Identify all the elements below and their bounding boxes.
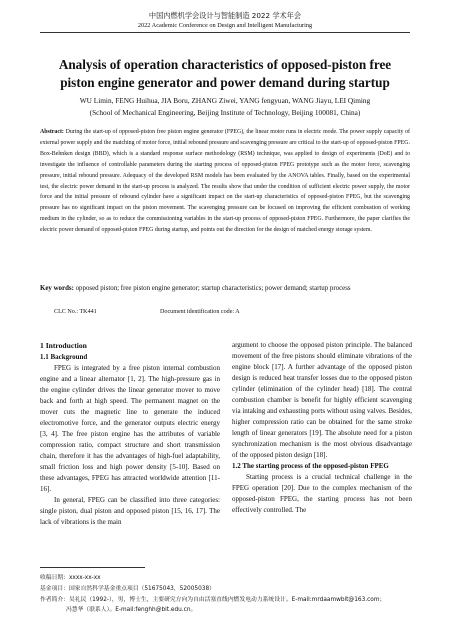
keywords-text: opposed piston; free piston engine generator; startup characteristics; power demand; startup process: [75, 285, 351, 292]
running-header-en: 2022 Academic Conference on Design and Intelligent Manufacturing: [137, 22, 313, 29]
footnote-corresponding-author: 冯慧华（联系人）。E-mail:fenghh@bit.edu.cn。: [66, 607, 197, 613]
title-line-2: piston engine generator and power demand during startup: [60, 75, 390, 90]
left-column: [40, 340, 220, 528]
footnote-rule: [40, 567, 145, 568]
running-header-cn: 中国内燃机学会设计与智能制造 2022 学术年会: [148, 11, 302, 20]
body-paragraph: argument to choose the opposed piston principle. The balanced movement of the free pistons should eliminate vibrations of the engine block [17]. A further advantage of the opposed piston design is reduced heat transfer losses due to the opposed piston cylinder (elimination of the cylinder head) [18]. The central combustion chamber is benefit for highly efficient scavenging via intaking and exhausting ports without using valves. Besides, higher compression ratio can be obtained for the same stroke length of linear generators [19]. The absolute need for a piston synchronization mechanism is the most obvious disadvantage of the opposed piston design [18].: [232, 341, 412, 459]
subsection-heading-starting-process: 1.2 The starting process of the opposed-piston FPEG: [232, 462, 389, 470]
body-paragraph: FPEG is integrated by a free piston internal combustion engine and a linear alternator [1, 2]. The high-pressure gas in the engine cylinder drives the linear generator mover to move back and forth at high speed. The permanent magnet on the mover cuts the magnetic line to generate the induced electromotive force, and the generator outputs electric energy [3, 4]. The free piston engine has the attributes of variable compression ratio, compact structure and short transmission chain, therefore it has the advantages of high-fuel adaptability, small friction loss and high power density [5-10]. Based on these advantages, FPEG has attracted worldwide attention [11-16].: [40, 364, 220, 493]
clc-number: CLC No.: TK441: [54, 309, 97, 315]
keywords-label: Key words:: [40, 285, 74, 292]
document-id-code: Document identification code: A: [160, 309, 240, 315]
header-rule: [40, 32, 410, 33]
footnote-funding: 基金项目：国家自然科学基金重点项目（51675043，52005038）: [40, 586, 215, 592]
abstract-text: During the start-up of opposed-piston free piston engine generator (FPEG), the linear motor runs in electric mode. The power supply capacity of external power supply and the matching of motor force, initial rebound pressure and scavenging pressure are critical to the start-up of opposed-piston FPEG. Box-Behnken design (BBD), which is a standard response surface methodology (RSM) technique, was applied to design of experiments (DoE) and to investigate the influence of controllable parameters during the starting process of opposed-piston FPEG prototype such as the motor force, scavenging pressure, initial rebound pressure. Adequacy of the developed RSM models has been evaluated by the ANOVA tables. Finally, based on the experimental test, the electric power demand in the start-up process is analyzed. The results show that under the condition of sufficient electric power supply, the motor force and the initial pressure of rebound cylinder have a significant impact on the start-up characteristics of opposed-piston FPEG, but the scavenging pressure has no significant impact on the piston movement. The scavenging pressure can be focused on improving the efficient combustion of working medium in the cylinder, so as to reduce the commissioning variables in the start-up process of opposed-piston FPEG. Furthermore, the paper clarifies the electric power demand of opposed-piston FPEG during startup, and points out the direction for the design of matched energy storage system.: [40, 129, 410, 234]
body-paragraph: In general, FPEG can be classified into three categories: single piston, dual piston and opposed piston [15, 16, 17]. The lack of vibrations is the main: [40, 496, 220, 526]
right-column: [232, 340, 412, 516]
keywords: [40, 284, 410, 295]
abstract: [40, 127, 410, 236]
abstract-label: Abstract:: [40, 129, 64, 135]
paper-title: [40, 56, 410, 92]
subsection-heading-background: 1.1 Background: [40, 353, 88, 361]
title-line-1: Analysis of operation characteristics of opposed-piston free: [58, 57, 392, 72]
author-list: WU Limin, FENG Huihua, JIA Boru, ZHANG Ziwei, YANG fengyuan, WANG Jiayu, LEI Qiming: [79, 96, 371, 105]
body-paragraph: Starting process is a crucial technical challenge in the FPEG operation [20]. Due to the complex mechanism of the opposed-piston FPEG, the starting process has not been effectively controlled. The: [232, 473, 412, 514]
affiliation: (School of Mechanical Engineering, Beijing Institute of Technology, Beijing 100081, China): [89, 108, 361, 117]
footnote-received-date: 收稿日期：xxxx-xx-xx: [40, 575, 101, 581]
section-heading-introduction: 1 Introduction: [40, 341, 87, 350]
footnote-author-bio: 作者简介：吴礼民（1992-），男，博士生，主要研究方向为自由活塞直线内燃发电动力系统设计。E-mail:mrdaamwbit@163.com；: [40, 597, 386, 603]
